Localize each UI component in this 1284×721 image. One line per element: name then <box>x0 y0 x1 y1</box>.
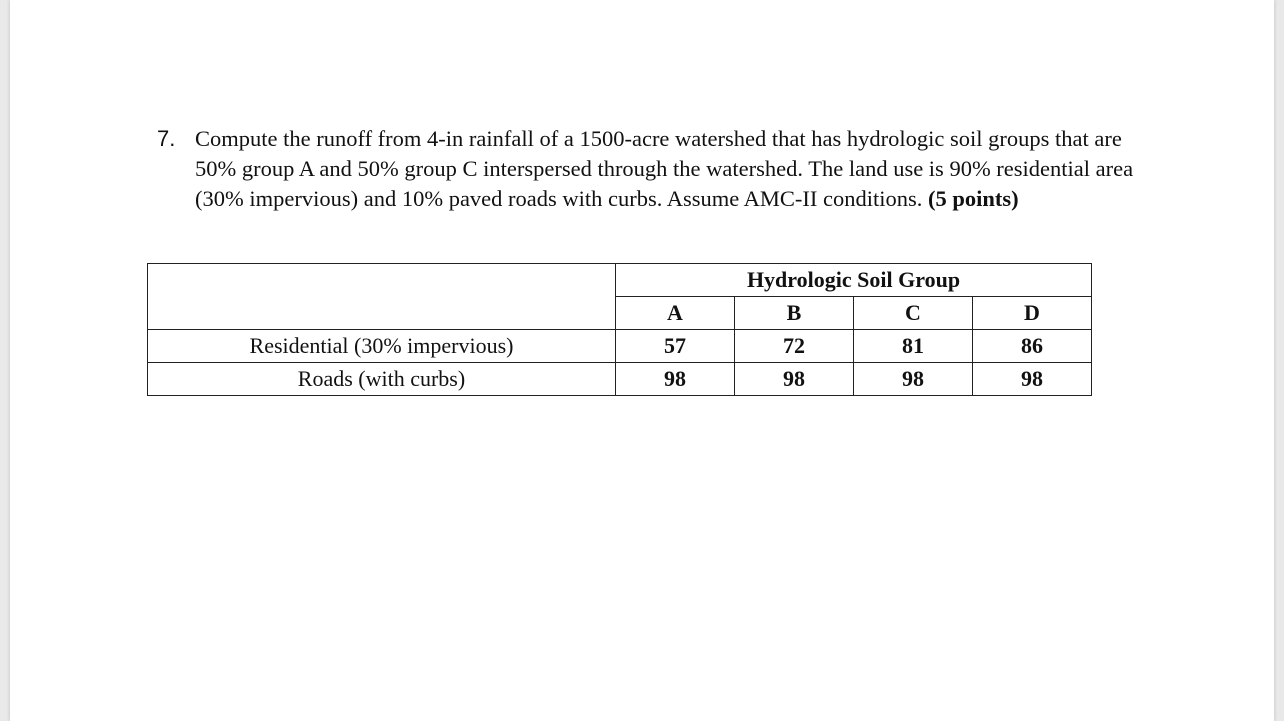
cell-roads-c: 98 <box>854 363 973 396</box>
cell-residential-d: 86 <box>973 330 1092 363</box>
cell-roads-b: 98 <box>735 363 854 396</box>
row-label-roads: Roads (with curbs) <box>148 363 616 396</box>
cell-roads-a: 98 <box>616 363 735 396</box>
question-number: 7. <box>157 126 176 151</box>
cell-residential-c: 81 <box>854 330 973 363</box>
group-c-header: C <box>854 297 973 330</box>
table-row <box>148 363 1092 396</box>
curve-number-table <box>147 263 1092 396</box>
group-b-header: B <box>735 297 854 330</box>
question-points: (5 points) <box>928 186 1019 211</box>
group-d-header: D <box>973 297 1092 330</box>
table-corner-cell <box>148 264 616 330</box>
cell-roads-d: 98 <box>973 363 1092 396</box>
cell-residential-b: 72 <box>735 330 854 363</box>
table-row <box>148 330 1092 363</box>
cell-residential-a: 57 <box>616 330 735 363</box>
row-label-residential: Residential (30% impervious) <box>148 330 616 363</box>
group-a-header: A <box>616 297 735 330</box>
question-body: Compute the runoff from 4-in rainfall of a 1500-acre watershed that has hydrologic soil groups that are 50% group A and 50% group C interspersed through the watershed. The land use is 90% residential area (30% impervious) and 10% paved roads with curbs. Assume AMC-II conditions. <box>195 126 1134 211</box>
question-text <box>195 124 1157 214</box>
soil-group-header: Hydrologic Soil Group <box>616 264 1092 297</box>
table-header-row <box>148 264 1092 297</box>
question-block <box>157 124 1157 214</box>
